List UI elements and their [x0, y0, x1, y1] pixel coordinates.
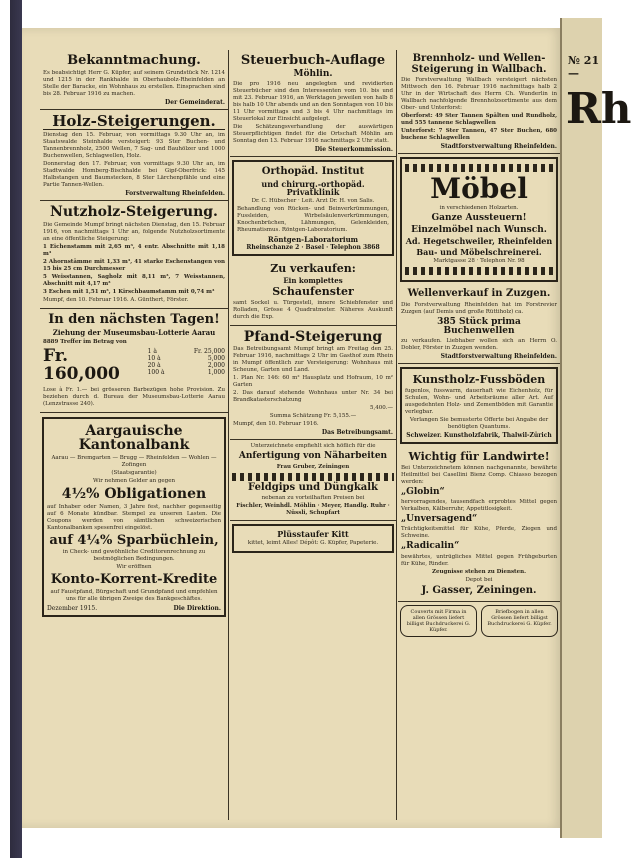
well-text2: zu verkaufen. Liebhaber wollen sich an Herrn O. Dobler, Förster in Zuzgen wenden. [401, 338, 557, 352]
bank-rate2: auf 4¼% Sparbüchlein, [49, 532, 219, 548]
nutz-item: 5 Weisstannen, Sagholz mit 8,11 m³, 7 Weisstannen, Abschnitt mit 4,17 m³ [43, 274, 225, 288]
bank-date: Dezember 1915. [47, 605, 98, 613]
kitt-title: Plüsstaufer Kitt [277, 529, 349, 540]
nutz-title: Nutzholz-Steigerung. [50, 204, 218, 221]
ad-zu-verkaufen [230, 259, 396, 325]
land-name: J. Gasser, Zeiningen. [421, 584, 537, 596]
pfand-total: Summa Schätzung Fr. 5,155.— [269, 413, 357, 420]
land-radi-text: bewährtes, untrügliches Mittel gegen Frühgeburten für Kühe, Rinder. [401, 553, 557, 567]
nutz-item: 1 Eichenstamm mit 2,65 m³, 4 entr. Abschnitte mit 1,18 m³ [43, 244, 225, 258]
ornament-border [405, 164, 553, 172]
feld-names: Fischler, Weinhdl. Möhlin · Meyer, Handlg. Ruhr · Nüssli, Schupfart [236, 503, 390, 517]
ad-steuerbuch [230, 50, 396, 157]
middle-bottom-row [230, 440, 396, 521]
lot-row: 100 à 1,000 [147, 368, 225, 376]
well-sig: Stadtforstverwaltung Rheinfelden. [440, 353, 557, 361]
bank-rate1: 4½% Obligationen [61, 486, 207, 503]
land-unver: „Unversagend“ [401, 513, 478, 524]
bank-places: Aarau — Bremgarten — Brugg — Rheinfelden — Wohlen — Zofingen [51, 455, 217, 469]
verk-title: Zu verkaufen: [270, 262, 356, 276]
bek-text: Es beabsichtigt Herr G. Küpfer, auf seinem Grundstück Nr. 1214 und 1215 in der Rankhalde in Oberhaubolz-Rheinfelden an Stelle der Baracke, ein Wohnhaus zu erstellen. Einsprachen sind bis 28. Februar 1916 zu machen. [43, 69, 225, 97]
holz-sig: Forstverwaltung Rheinfelden. [125, 190, 225, 198]
stationery-ads [398, 602, 560, 640]
ortho-title1: Orthopäd. Institut [261, 166, 365, 178]
land-text: Bei Unterzeichnetem können nachgenannte, bewährte Heilmittel bei Casellini Bienz Comp. Chiasso bezogen werden: [401, 464, 557, 485]
bek-title: Bekanntmachung. [67, 53, 201, 68]
bank-credit-text: auf Faustpfand, Bürgschaft und Grundpfand und empfehlen uns für alle übrigen Zweige des Bankgeschäftes. [50, 589, 218, 603]
ad-pfand-steigerung [230, 326, 396, 441]
moebel-line1: Ganze Aussteuern! [431, 213, 527, 224]
brenn-title: Brennholz- und Wellen-Steigerung in Wallbach. [411, 53, 547, 75]
land-zeug: Zeugnisse stehen zu Diensten. [431, 568, 527, 575]
brenn-item: Unterforst: 7 Ster Tannen, 47 Ster Buchen, 680 buchene Schlagwellen [401, 128, 557, 141]
pfand-title: Pfand-Steigerung [243, 328, 383, 345]
well-title: Wellenverkauf in Zuzgen. [407, 288, 551, 300]
feld-title: Feldgips und Düngkalk [248, 481, 378, 493]
land-depot: Depot bei [465, 576, 493, 583]
lot-pre: 8889 Treffer im Betrag von [43, 339, 127, 346]
moebel-sub: in verschiedenen Holzarten. [439, 205, 519, 212]
holz-text2: Donnerstag den 17. Februar, von vormittags 9.30 Uhr an, im Stadtwalde Homberg-Bischhalde bei Gipf-Oberfrick: 145 Halbstangen und Baumstecken, 8 Ster Lärchenpfähle und eine Partie Tannen-Wellen. [43, 161, 225, 189]
ad-brennholz [398, 50, 560, 154]
lot-title: In den nächsten Tagen! [48, 312, 220, 328]
brenn-item: Oberforst: 49 Ster Tannen Spälten und Rundholz, und 555 tannene Schlagwellen [401, 113, 557, 126]
steuer-place: Möhlin. [293, 68, 333, 79]
moebel-firm2: Bau- und Möbelschreinerei. [416, 246, 542, 257]
lot-note: Lose à Fr. 1.— bei grösseren Barbezügen hohe Provision. Zu beziehen durch d. Bureau der Museumsbau-Lotterie Aarau (Lenzstrasse 240). [43, 386, 225, 407]
lot-sub: Ziehung der Museumsbau-Lotterie Aarau [52, 327, 216, 337]
ortho-text: Behandlung von Rücken- und Beinverkrümmungen, Fussleiden, Wirbelsäulenverkrümmungen, Knochenbrüchen, Lähmungen, Gelenkleiden, Rheumatismus. Röntgen-Laboratorium. [237, 206, 389, 234]
moebel-title: Möbel [430, 172, 528, 205]
land-title: Wichtig für Landwirte! [408, 449, 550, 463]
column-right [398, 50, 560, 640]
well-text: Die Forstverwaltung Rheinfelden hat im Forstrevier Zuzgen (auf Demis und große Rüttiholz) ca. [401, 301, 557, 315]
ortho-lab: Röntgen-Laboratorium [267, 235, 359, 245]
verk-big: Schaufenster [272, 285, 354, 299]
ad-orthopaedie [232, 160, 394, 256]
kitt-text: kittet, leimt Alles! Dépôt: G. Küpfer, Papeterie. [247, 540, 379, 547]
brenn-sig: Stadtforstverwaltung Rheinfelden. [440, 143, 557, 150]
ortho-title2: und chirurg.-orthopäd. Privatklinik [261, 178, 365, 197]
ad-lotterie [40, 309, 228, 413]
column-left [40, 50, 228, 620]
nutz-item: 3 Eschen mit 1,51 m³, 1 Kirschbaumstamm mit 0,74 m³ [43, 289, 215, 296]
pfand-date: Mumpf, den 10. Februar 1916. [233, 421, 319, 428]
land-globin-text: hervorragendes, tausendfach erprobtes Mittel gegen Verkalben, Kälberruhr, Appetitlosigkeit. [401, 498, 557, 512]
verk-sub: Ein komplettes [283, 275, 343, 285]
nutz-item: 2 Ahornstämme mit 1,33 m³, 41 starke Eschenstangen von 15 bis 25 cm Durchmesser [43, 259, 225, 273]
nahr-sig: Frau Gruber, Zeiningen [276, 463, 350, 470]
nutz-sig: Mumpf, den 10. Februar 1916. A. Günthert, Förster. [43, 297, 189, 304]
column-rule [228, 50, 229, 820]
ortho-addr: Rheinschanze 2 · Basel · Telephon 3868 [246, 244, 380, 252]
ad-landwirte [398, 447, 560, 602]
ornament-border [405, 267, 553, 275]
bank-offer: Wir eröffnen [116, 564, 152, 571]
ad-couverts: Couverts mit Firma in allen Grössen liefert billigst Buchdruckerei G. Küpfer. [400, 605, 477, 637]
ad-kantonalbank [42, 417, 226, 617]
book-binding [0, 0, 22, 858]
bank-intro: Wir nehmen Gelder an gegen [92, 478, 176, 485]
lot-row: 10 à 5,000 [147, 354, 225, 362]
kunst-text: fugenlos, fusswarm, dauerhaft wie Eichenholz, für Schulen, Wohn- und Arbeitsräume aller Art. Auf ausgedehnten Holz- und Zementböden mit Garantie verlegbar. [405, 387, 553, 415]
feld-text: nebenan zu vorteilhaften Preisen bei [261, 495, 365, 502]
ad-naeharbeiten [232, 442, 394, 518]
ad-holz-steigerungen [40, 110, 228, 202]
nahr-title: Anfertigung von Näharbeiten [238, 451, 388, 462]
bank-rate2-text: in Check- und gewöhnliche Creditorenrechnung zu bestmöglichen Bedingungen. [62, 549, 206, 563]
nahr-intro: Unterzeichnete empfiehlt sich höflich für die [250, 443, 376, 450]
land-globin: „Globin“ [401, 486, 445, 497]
bek-sig: Der Gemeinderat. [165, 98, 225, 106]
pfand-sig: Das Betreibungsamt. [321, 429, 393, 437]
lot-row: 20 à 2,000 [147, 361, 225, 369]
bank-rate1-text: auf Inhaber oder Namen, 3 Jahre fest, nachher gegenseitig auf 6 Monate kündbar. Stempel zu unseren Lasten. Die Coupons werden von sämtlichen schweizerischen Kantonalbanken spesenfrei eingelöst. [47, 503, 221, 531]
ad-briefbogen: Briefbogen in allen Grössen liefert billigst Buchdruckerei G. Küpfer. [481, 605, 558, 637]
ornament-border [232, 473, 394, 481]
steuer-title: Steuerbuch-Auflage [240, 53, 386, 68]
ad-moebel [400, 157, 558, 282]
ad-kitt [232, 524, 394, 553]
holz-title: Holz-Steigerungen. [43, 114, 225, 131]
pfand-item: 2. Das darauf stehende Wohnhaus unter Nr. 34 bei Brandkatasterschatzung [233, 390, 393, 404]
ad-bekanntmachung [40, 50, 228, 110]
kunst-title: Kunstholz-Fussböden [412, 373, 546, 387]
ad-kunstholz [400, 367, 558, 444]
pfand-text: Das Betreibungsamt Mumpf bringt am Freitag den 25. Februar 1916, nachmittags 2 Uhr im Gasthof zum Rhein in Mumpf öffentlich zur Versteigerung: Wohnhaus mit Scheune, Garten und Land. [233, 346, 393, 374]
holz-text: Dienstag den 15. Februar, von vormittags 9.30 Uhr an, im Staatswalde Steinhalde versteigert: 93 Ster Buchen- und Tannenbrennholz, 2500 Wellen, 7 Sag- und Bauhölzer und 1000 Buchenwellen, Schlagwellen, Holz. [43, 132, 225, 160]
bank-credit: Konto-Korrent-Kredite [50, 572, 218, 588]
steuer-text2: Die Schätzungsverhandlung der auswärtigen Steuerpflichtigen findet für die Ortschaft Möhlin am Sonntag den 13. Februar 1916 nachmittags 2 Uhr statt. [233, 124, 393, 145]
steuer-sig: Die Steuerkommission. [314, 146, 393, 154]
kunst-firm: Schweizer. Kunstholzfabrik, Thalwil-Zürich [406, 431, 552, 439]
bank-guarantee: (Staatsgarantie) [111, 470, 157, 477]
next-page-number: № 21 — [568, 54, 600, 80]
lot-row: 1 à Fr. 25,000 [147, 347, 225, 355]
next-page-masthead: Rh [566, 84, 631, 133]
newspaper-page [22, 28, 562, 828]
kunst-text2: Verlangen Sie bemusterte Offerte bei Angabe der benötigten Quantums. [409, 416, 549, 430]
lot-big: Fr. 160,000 [43, 346, 120, 384]
verk-text: samt Sockel u. Türgestell, innere Schiebfenster und Rolladen, Grösse 4 Quadratmeter. Näheres Auskunft durch die Exp. [233, 299, 393, 320]
bank-sig: Die Direktion. [173, 605, 221, 613]
ortho-doctors: Dr. C. Hübscher · Leit. Arzt Dr. H. von Salis. [251, 198, 375, 205]
ad-nutzholz [40, 201, 228, 309]
nutz-text: Die Gemeinde Mumpf bringt nächsten Dienstag, den 15. Februar 1916, von nachmittags 1 Uhr an, folgende Nutzholzsortimente an eine öffentliche Steigerung: [43, 222, 225, 243]
bank-title: Aargauische Kantonalbank [78, 422, 190, 454]
pfand-item: 1. Plan Nr. 146: 60 m² Hausplatz und Hofraum, 10 m² Garten [233, 375, 393, 389]
pfand-price: 5,400.— [370, 405, 393, 412]
moebel-line2: Einzelmöbel nach Wunsch. [411, 224, 547, 235]
land-radi: „Radicalin“ [401, 541, 460, 552]
ad-wellenverkauf [398, 285, 560, 364]
land-unver-text: Trächtigkeitsmittel für Kühe, Pferde, Ziegen und Schweine. [401, 526, 557, 540]
column-middle [230, 50, 396, 556]
column-rule [396, 50, 397, 820]
moebel-addr: Marktgasse 28 · Telephon Nr. 98 [433, 258, 525, 265]
next-page-edge [560, 18, 631, 838]
moebel-firm1: Ad. Hegetschweiler, Rheinfelden [405, 236, 553, 247]
steuer-text: Die pro 1916 neu angelegten und revidierten Steuerbücher sind den Interessenten vom 10. bis und mit 23. Februar 1916, an Werktagen jeweilen von halb 8 bis halb 10 Uhr abends und an den Sonntagen von 10 bis 11 Uhr vormittags und 3 bis 4 Uhr nachmittags im Steuerlokal zur Einsicht aufgelegt. [233, 81, 393, 123]
well-big: 385 Stück prima Buchenwellen [437, 316, 521, 336]
brenn-text: Die Forstverwaltung Wallbach versteigert nächsten Mittwoch den 16. Februar 1916 nachmittags halb 2 Uhr in der Wirtschaft des Herrn Ch. Wunderlin in Wallbach nachfolgende Brennholzsortimente aus dem Ober- und Unterforst: [401, 77, 557, 111]
